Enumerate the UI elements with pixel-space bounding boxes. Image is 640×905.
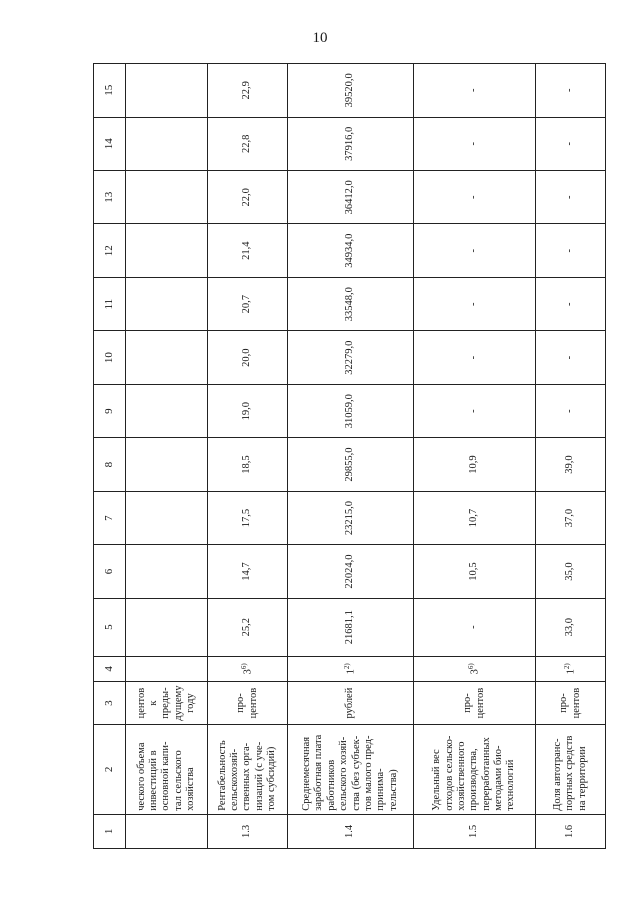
value-cell [126,438,208,491]
value-cell [126,224,208,277]
value-cell: 22,9 [208,64,288,118]
indicator-name: Доля автотранс-портных средств на территории [536,724,606,814]
value-cell: 23215,0 [288,491,414,544]
source-code: 1 [565,669,577,675]
value-cell: 33548,0 [288,277,414,330]
column-header: 14 [94,117,126,170]
source-cell [414,656,536,682]
value-cell [126,64,208,118]
source-cell [536,656,606,682]
indicators-table [93,63,606,849]
table-row [126,64,208,849]
value-cell [126,277,208,330]
source-code: 1 [345,669,357,675]
value-cell: - [536,117,606,170]
source-code: 3 [242,669,254,675]
value-cell: 14,7 [208,545,288,598]
page-number: 10 [312,30,328,46]
value-cell: - [414,224,536,277]
value-cell: 17,5 [208,491,288,544]
value-cell: 10,7 [414,491,536,544]
value-cell: 37,0 [536,491,606,544]
indicator-name: Рентабельность сельскохозяй-ственных орга-низаций (с уче-том субсидий) [208,724,288,814]
row-number: 1.4 [288,814,414,848]
unit-cell: рублей [288,682,414,725]
value-cell: 19,0 [208,384,288,437]
header-row [94,64,126,849]
unit-cell: про-центов [536,682,606,725]
column-header: 7 [94,491,126,544]
source-cell [208,656,288,682]
value-cell: 34934,0 [288,224,414,277]
value-cell: - [536,277,606,330]
row-number [126,814,208,848]
value-cell [126,331,208,384]
value-cell [126,117,208,170]
column-header: 10 [94,331,126,384]
rotated-table-inner [93,63,605,849]
indicator-name: ческого объема инвестиций в основной капи-тал сельского хозяйства [126,724,208,814]
column-header: 5 [94,598,126,656]
value-cell: 33,0 [536,598,606,656]
value-cell: - [414,117,536,170]
value-cell: - [414,171,536,224]
value-cell: - [414,598,536,656]
value-cell: 22024,0 [288,545,414,598]
value-cell: 31059,0 [288,384,414,437]
source-cell [126,656,208,682]
column-header: 12 [94,224,126,277]
value-cell: 20,0 [208,331,288,384]
value-cell: - [536,384,606,437]
value-cell: 35,0 [536,545,606,598]
indicator-name: Удельный вес отходов сельско-хозяйственного производства, переработанных методами био-технологий [414,724,536,814]
value-cell: - [414,331,536,384]
column-header: 3 [94,682,126,725]
row-number: 1.6 [536,814,606,848]
rotated-table-wrapper [93,63,605,849]
source-footnote: 6) [240,663,249,670]
value-cell: 36412,0 [288,171,414,224]
column-header: 1 [94,814,126,848]
value-cell: 29855,0 [288,438,414,491]
value-cell [126,598,208,656]
value-cell: 25,2 [208,598,288,656]
value-cell: - [414,64,536,118]
column-header: 4 [94,656,126,682]
value-cell: 21,4 [208,224,288,277]
column-header: 6 [94,545,126,598]
table-row [536,64,606,849]
value-cell: - [536,171,606,224]
value-cell: 39,0 [536,438,606,491]
column-header: 11 [94,277,126,330]
row-number: 1.5 [414,814,536,848]
source-footnote: 2) [343,663,352,670]
value-cell: 32279,0 [288,331,414,384]
value-cell: 37916,0 [288,117,414,170]
value-cell: - [414,384,536,437]
table-row [414,64,536,849]
value-cell [126,171,208,224]
value-cell: - [536,224,606,277]
value-cell: 10,9 [414,438,536,491]
unit-cell: про-центов [414,682,536,725]
table-row [208,64,288,849]
source-cell [288,656,414,682]
source-code: 3 [469,669,481,675]
column-header: 9 [94,384,126,437]
value-cell: 22,8 [208,117,288,170]
column-header: 13 [94,171,126,224]
indicator-name: Среднемесячная заработная плата работников сельского хозяй-ства (без субъек-тов малого пред-принима-тельства) [288,724,414,814]
unit-cell: про-центов [208,682,288,725]
column-header: 2 [94,724,126,814]
row-number: 1.3 [208,814,288,848]
value-cell: 39520,0 [288,64,414,118]
value-cell: 20,7 [208,277,288,330]
table-row [288,64,414,849]
source-footnote: 6) [467,663,476,670]
column-header: 8 [94,438,126,491]
value-cell [126,491,208,544]
value-cell: 22,0 [208,171,288,224]
value-cell: - [536,331,606,384]
value-cell [126,384,208,437]
value-cell: - [536,64,606,118]
value-cell: 21681,1 [288,598,414,656]
value-cell: - [414,277,536,330]
unit-cell: центов к преды-дущему году [126,682,208,725]
column-header: 15 [94,64,126,118]
source-footnote: 2) [563,663,572,670]
value-cell [126,545,208,598]
table-body [94,64,606,849]
value-cell: 10,5 [414,545,536,598]
value-cell: 18,5 [208,438,288,491]
